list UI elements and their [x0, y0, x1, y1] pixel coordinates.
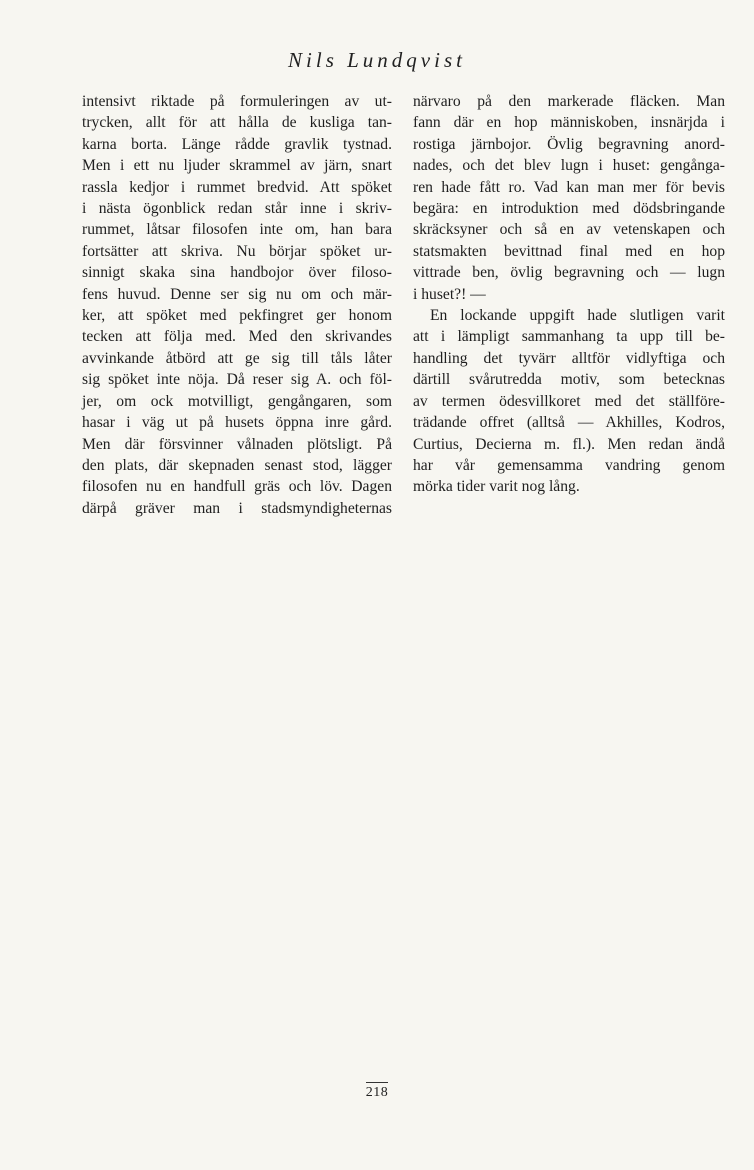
- text-line: ker, att spöket med pekfingret ger honom: [82, 307, 392, 325]
- text-line: i nästa ögonblick redan står inne i skriv-: [82, 200, 392, 218]
- text-line: har vår gemensamma vandring genom: [413, 456, 725, 474]
- text-line: fann där en hop människoben, insnärjda i: [413, 114, 725, 132]
- text-line: nades, och det blev lugn i huset: gengånga-: [413, 157, 725, 175]
- text-line: därpå gräver man i stadsmyndigheternas: [82, 499, 392, 517]
- page-footer: [0, 1082, 754, 1101]
- text-line: därtill svårutredda motiv, som betecknas: [413, 371, 725, 389]
- text-line: Curtius, Decierna m. fl.). Men redan ändå: [413, 435, 725, 453]
- text-line: närvaro på den markerade fläcken. Man: [413, 93, 725, 110]
- text-line: vittrade ben, övlig begravning och — lugn: [413, 264, 725, 282]
- text-line: statsmakten bevittnad final med en hop: [413, 242, 725, 260]
- text-line: handling det tyvärr alltför vidlyftiga och: [413, 349, 725, 367]
- text-line: En lockande uppgift hade slutligen varit: [430, 307, 725, 325]
- text-line: begära: en introduktion med dödsbringande: [413, 200, 725, 218]
- text-line: fens huvud. Denne ser sig nu om och mär-: [82, 285, 392, 303]
- text-column-left: [82, 91, 392, 519]
- text-line: att i lämpligt sammanhang ta upp till be-: [413, 328, 725, 346]
- text-line: tecken att följa med. Med den skrivandes: [82, 328, 392, 346]
- text-line: Men i ett nu ljuder skrammel av järn, snart: [82, 157, 392, 175]
- text-line: fortsätter att skriva. Nu börjar spöket ur-: [82, 242, 392, 260]
- text-line: intensivt riktade på formuleringen av ut-: [82, 93, 392, 110]
- text-line: skräcksyner och så en av vetenskapen och: [413, 221, 725, 239]
- text-line: sig spöket inte nöja. Då reser sig A. och föl-: [82, 371, 392, 389]
- text-line: sinnigt skaka sina handbojor över filoso-: [82, 264, 392, 282]
- text-line: hasar i väg ut på husets öppna inre gård.: [82, 414, 392, 432]
- page-number: 218: [366, 1082, 389, 1101]
- text-column-right: [413, 91, 725, 498]
- text-line: trycken, allt för att hålla de kusliga tan-: [82, 114, 392, 132]
- text-line: ren hade fått ro. Vad kan man mer för bevis: [413, 178, 725, 196]
- running-title: Nils Lundqvist: [288, 48, 466, 72]
- text-line: mörka tider varit nog lång.: [413, 478, 580, 496]
- text-line: rassla kedjor i rummet bredvid. Att spöket: [82, 178, 392, 196]
- text-line: av termen ödesvillkoret med det ställföre-: [413, 392, 725, 410]
- text-line: rummet, låtsar filosofen inte om, han bara: [82, 221, 392, 239]
- text-line: trädande offret (alltså — Akhilles, Kodros,: [413, 414, 725, 432]
- text-line: i huset?! —: [413, 285, 486, 303]
- text-line: jer, om ock motvilligt, gengångaren, som: [82, 392, 392, 410]
- text-line: den plats, där skepnaden senast stod, lägger: [82, 456, 392, 474]
- text-line: avvinkande åtbörd att ge sig till tåls låter: [82, 349, 392, 367]
- text-line: filosofen nu en handfull gräs och löv. Dagen: [82, 478, 392, 496]
- text-line: rostiga järnbojor. Övlig begravning anord-: [413, 135, 725, 153]
- text-line: Men där försvinner vålnaden plötsligt. På: [82, 435, 392, 453]
- text-line: karna borta. Länge rådde gravlik tystnad.: [82, 135, 392, 153]
